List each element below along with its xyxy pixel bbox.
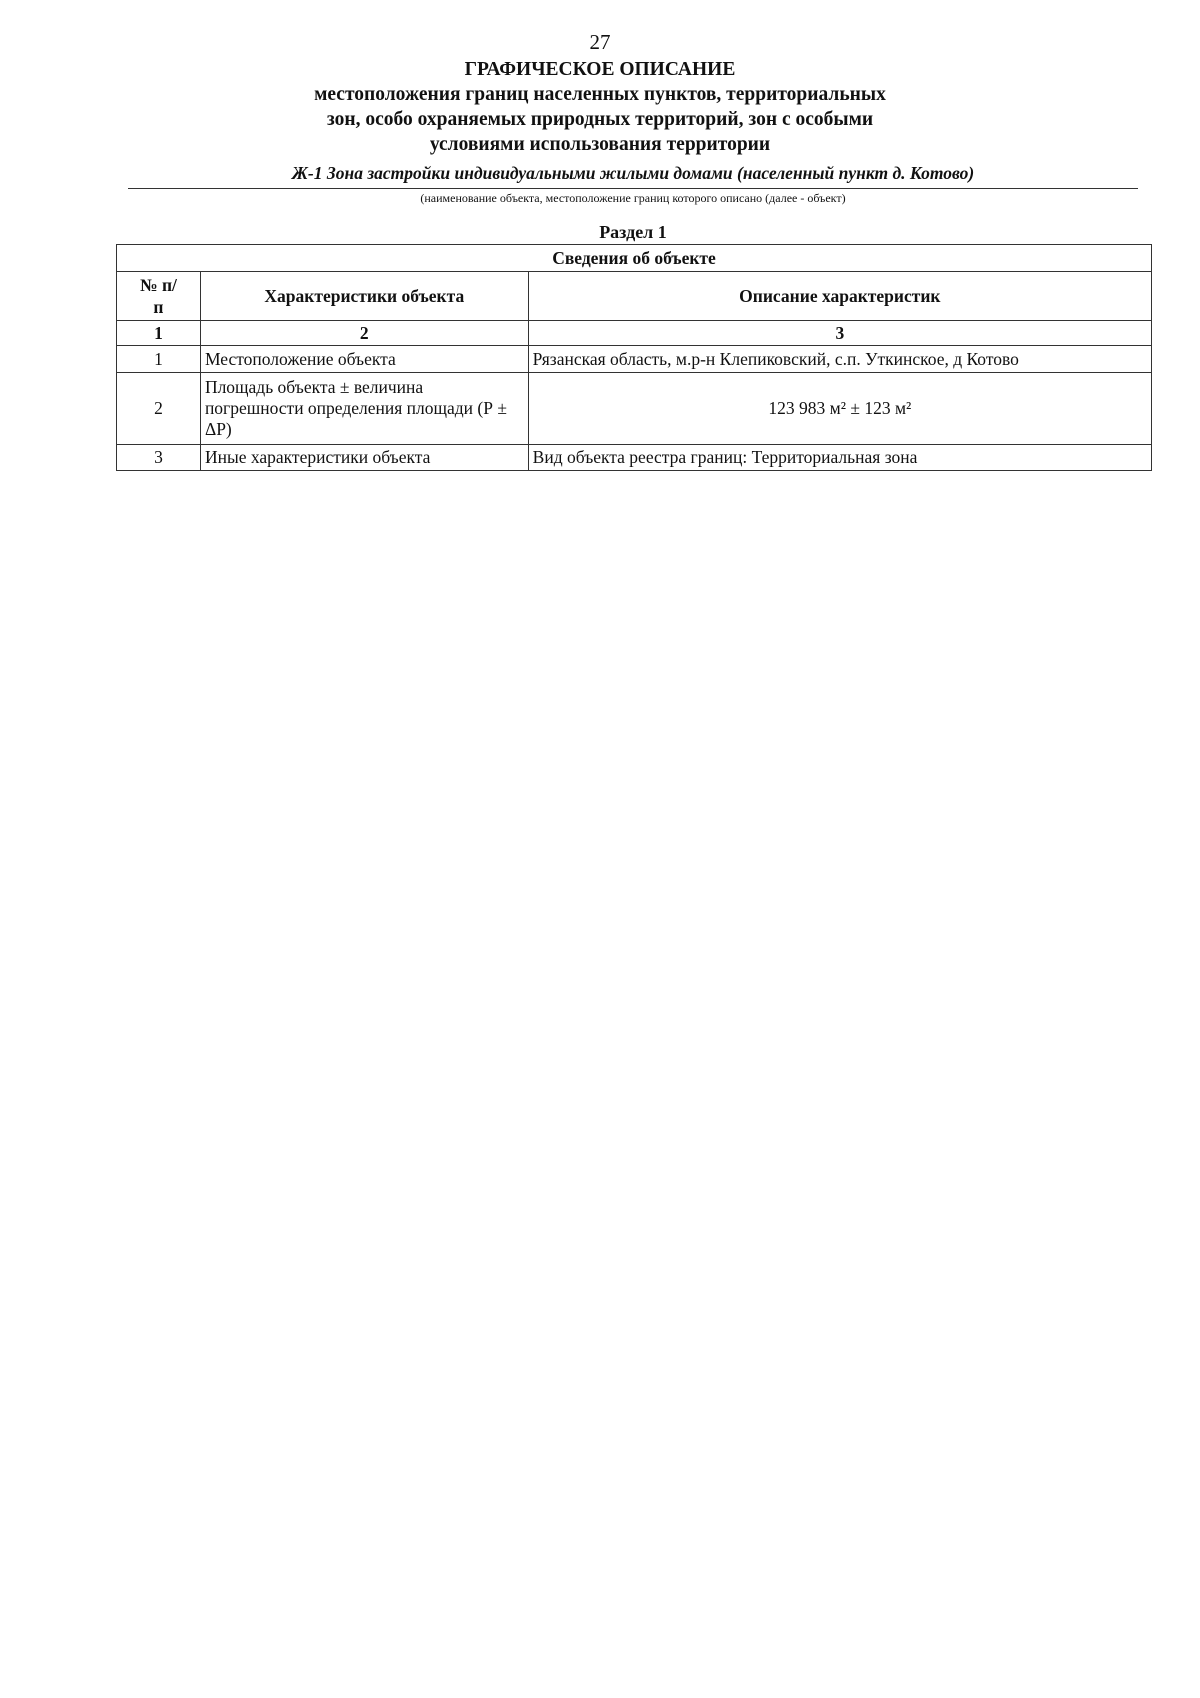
header-description: Описание характеристик [528, 272, 1151, 321]
header-number-text: № п/п [140, 275, 177, 317]
table-row [117, 373, 1152, 445]
row-description: 123 983 м² ± 123 м² [528, 373, 1151, 445]
title-line-1: местоположения границ населенных пунктов, территориальных [314, 84, 886, 105]
table-row [117, 346, 1152, 373]
table-row [117, 445, 1152, 471]
column-number: 3 [528, 321, 1151, 346]
object-underline [128, 188, 1138, 189]
object-caption: (наименование объекта, местоположение границ которого описано (далее - объект) [420, 191, 846, 205]
section-title: Раздел 1 [599, 222, 667, 242]
row-characteristic: Иные характеристики объекта [200, 445, 528, 471]
page-number: 27 [589, 30, 611, 54]
table-caption: Сведения об объекте [117, 245, 1152, 272]
title-line-3: условиями использования территории [429, 134, 771, 155]
column-number: 2 [200, 321, 528, 346]
object-info-table [116, 244, 1152, 471]
title-main: ГРАФИЧЕСКОЕ ОПИСАНИЕ [464, 59, 736, 80]
row-characteristic: Местоположение объекта [200, 346, 528, 373]
row-number: 2 [117, 373, 201, 445]
column-number-row [117, 321, 1152, 346]
document-title [0, 58, 1200, 157]
row-description: Вид объекта реестра границ: Территориальная зона [528, 445, 1151, 471]
header-characteristics: Характеристики объекта [200, 272, 528, 321]
row-number: 1 [117, 346, 201, 373]
column-number: 1 [117, 321, 201, 346]
title-line-2: зон, особо охраняемых природных территорий, зон с особыми [326, 109, 874, 130]
table-header-row [117, 272, 1152, 321]
table-caption-row [117, 245, 1152, 272]
object-name: Ж-1 Зона застройки индивидуальными жилыми домами (населенный пункт д. Котово) [291, 163, 975, 183]
row-description: Рязанская область, м.р-н Клепиковский, с.п. Уткинское, д Котово [528, 346, 1151, 373]
row-number: 3 [117, 445, 201, 471]
row-characteristic: Площадь объекта ± величина погрешности определения площади (Р ± ΔР) [200, 373, 528, 445]
header-number [117, 272, 201, 321]
